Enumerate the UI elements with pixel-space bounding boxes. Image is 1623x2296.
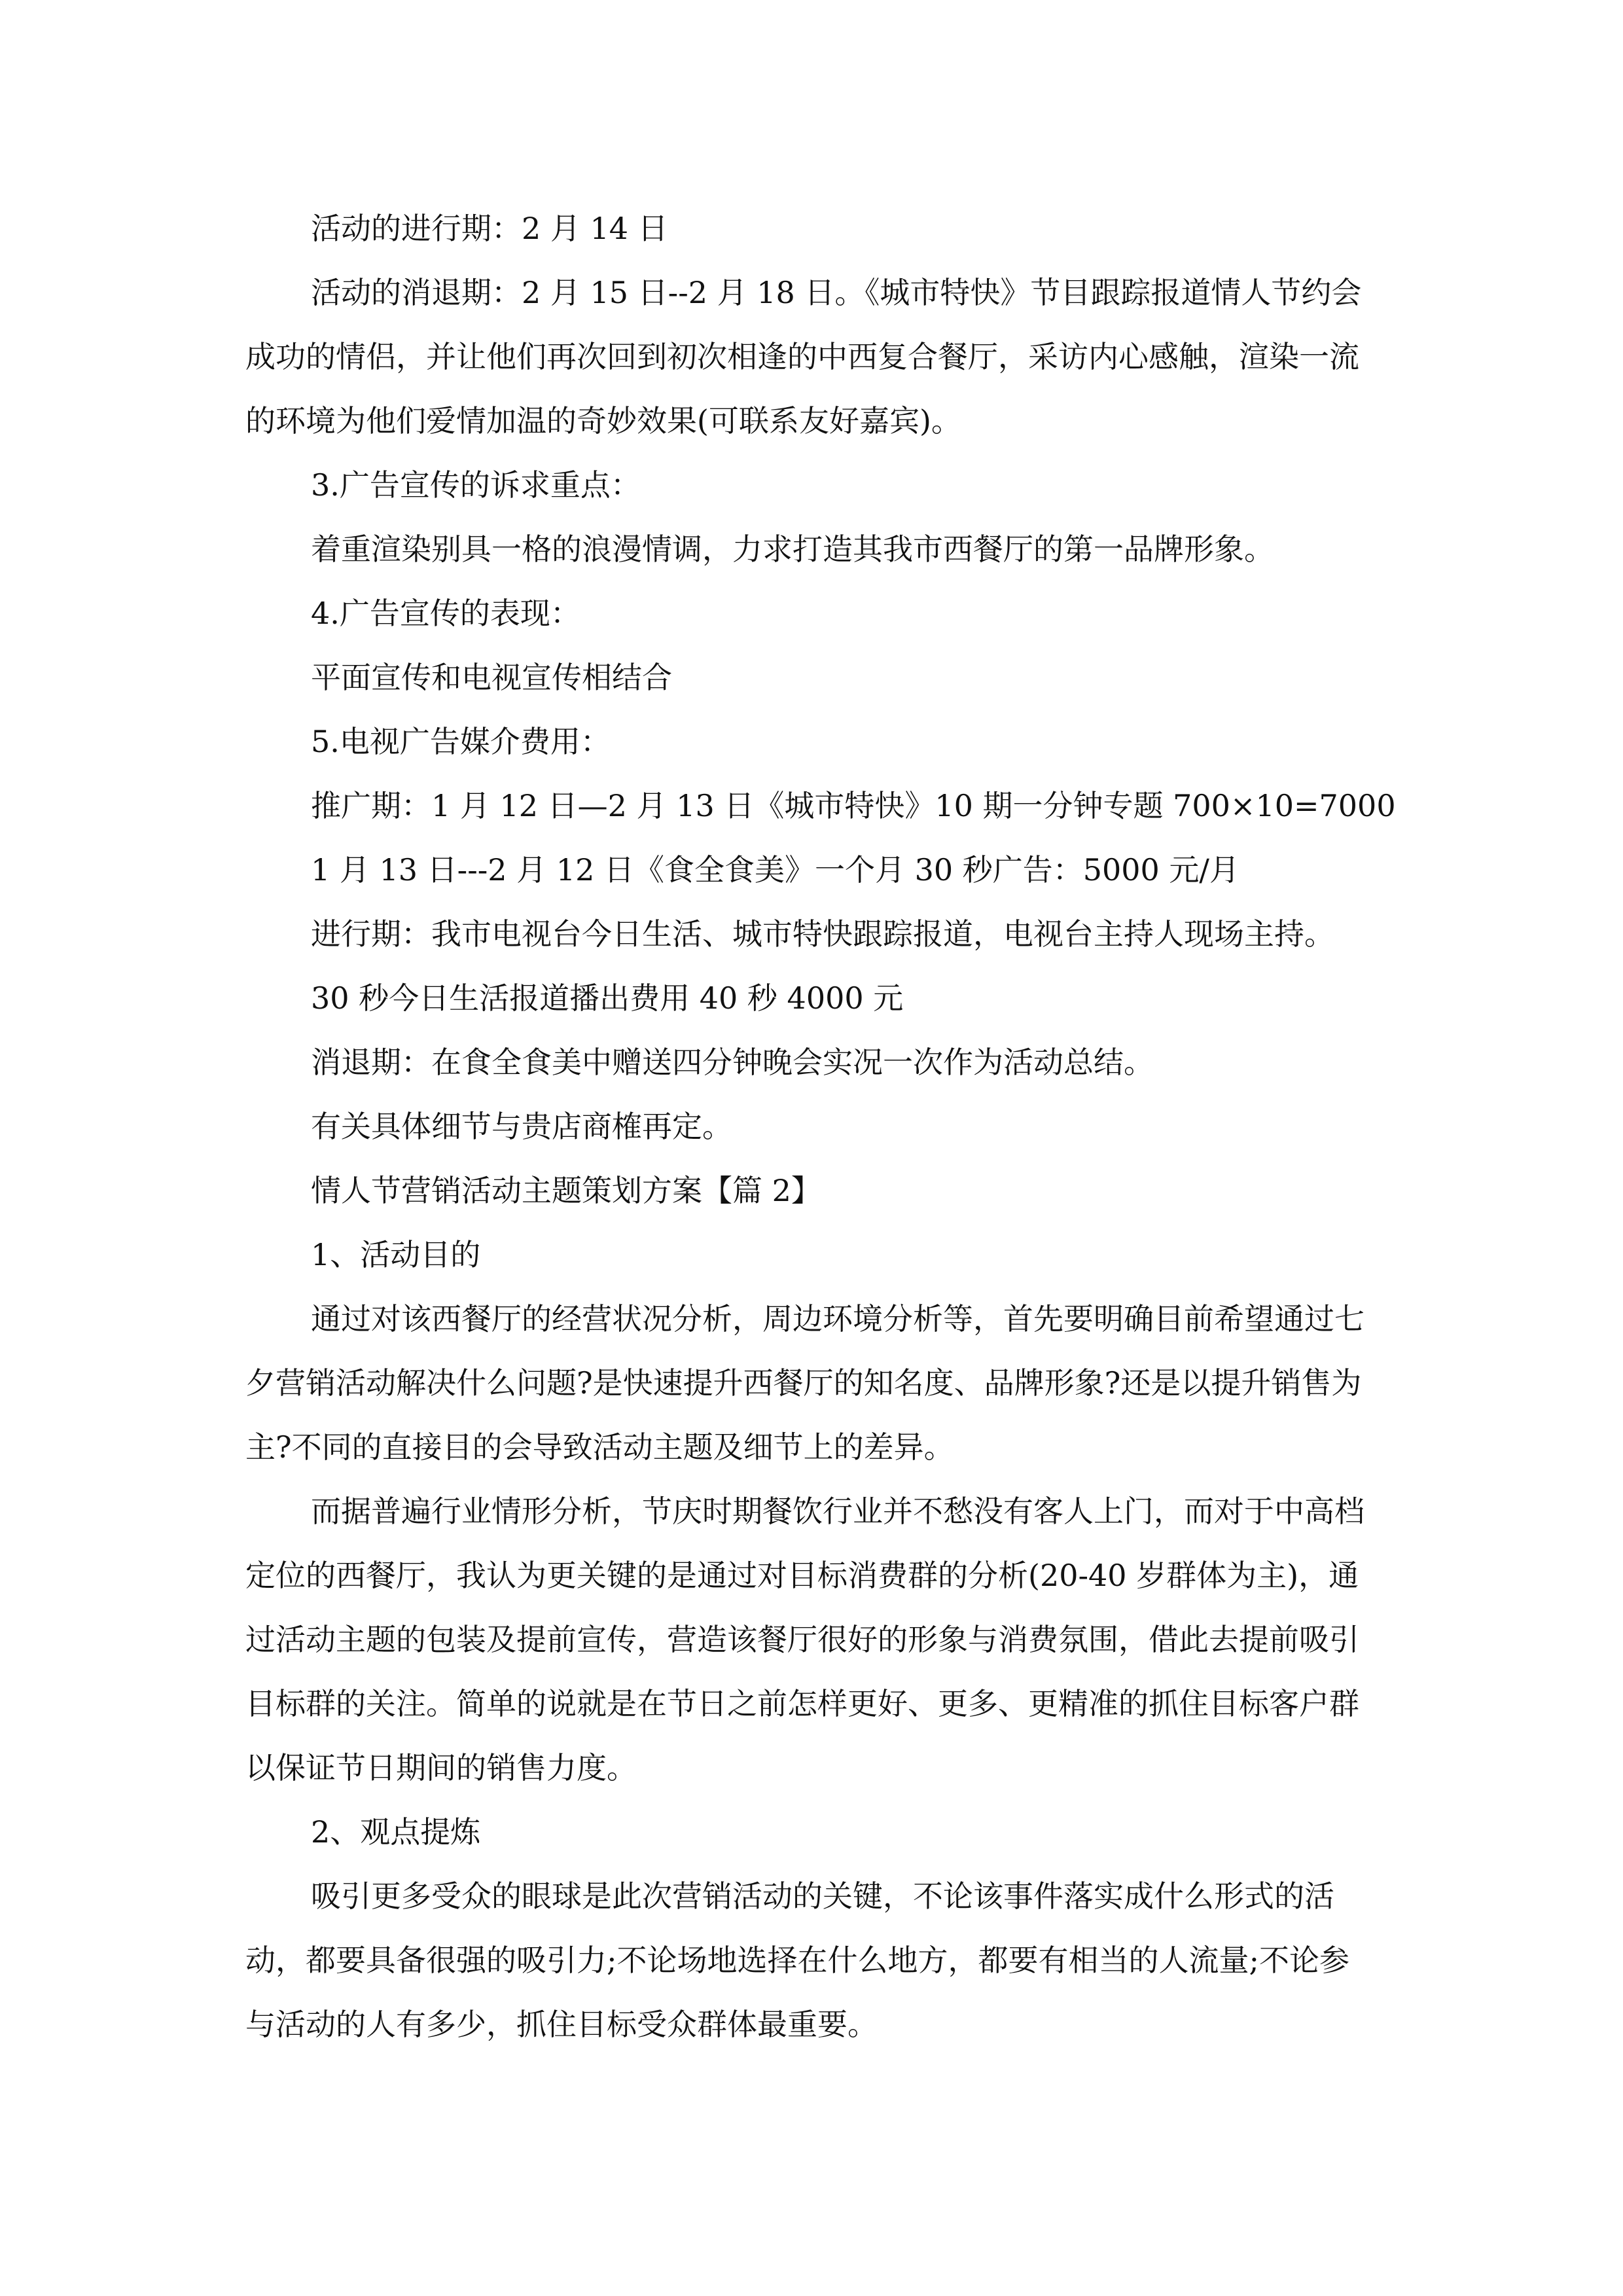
- paragraph: 活动的消退期：2 月 15 日--2 月 18 日。《城市特快》节目跟踪报道情人节约会成功的情侣，并让他们再次回到初次相逢的中西复合餐厅，采访内心感触，渲染一流的环境为他们爱情加温的奇妙效果(可联系友好嘉宾)。: [245, 275, 1362, 439]
- paragraph: 吸引更多受众的眼球是此次营销活动的关键，不论该事件落实成什么形式的活动，都要具备很强的吸引力;不论场地选择在什么地方，都要有相当的人流量;不论参与活动的人有多少，抓住目标受众群体最重要。: [245, 1878, 1349, 2042]
- document-body: [245, 196, 1396, 2056]
- article-title: 情人节营销活动主题策划方案【篇 2】: [311, 1173, 821, 1208]
- paragraph: 活动的进行期：2 月 14 日: [311, 211, 668, 246]
- paragraph: 着重渲染别具一格的浪漫情调，力求打造其我市西餐厅的第一品牌形象。: [311, 531, 1274, 567]
- paragraph: 进行期：我市电视台今日生活、城市特快跟踪报道，电视台主持人现场主持。: [311, 916, 1334, 952]
- section-heading: 5.电视广告媒介费用：: [311, 724, 611, 759]
- paragraph: 推广期：1 月 12 日—2 月 13 日《城市特快》10 期一分钟专题 700×10=7000: [311, 788, 1396, 823]
- section-heading: 2、观点提炼: [311, 1814, 481, 1850]
- section-heading: 4.广告宣传的表现：: [311, 596, 580, 631]
- paragraph: 30 秒今日生活报道播出费用 40 秒 4000 元: [311, 980, 904, 1016]
- paragraph: 平面宣传和电视宣传相结合: [311, 660, 672, 695]
- paragraph: 而据普遍行业情形分析，节庆时期餐饮行业并不愁没有客人上门，而对于中高档定位的西餐厅，我认为更关键的是通过对目标消费群的分析(20-40 岁群体为主)，通过活动主题的包装及提前宣传，营造该餐厅很好的形象与消费氛围，借此去提前吸引目标群的关注。简单的说就是在节日之前怎样更好、更多、更精准的抓住目标客户群以保证节日期间的销售力度。: [245, 1494, 1364, 1785]
- section-heading: 1、活动目的: [311, 1237, 481, 1272]
- paragraph: 有关具体细节与贵店商榷再定。: [311, 1109, 732, 1144]
- section-heading: 3.广告宣传的诉求重点：: [311, 467, 641, 503]
- paragraph: 1 月 13 日---2 月 12 日《食全食美》一个月 30 秒广告：5000 元/月: [311, 852, 1240, 888]
- paragraph: 消退期：在食全食美中赠送四分钟晚会实况一次作为活动总结。: [311, 1045, 1154, 1080]
- paragraph: 通过对该西餐厅的经营状况分析，周边环境分析等，首先要明确目前希望通过七夕营销活动解决什么问题?是快速提升西餐厅的知名度、品牌形象?还是以提升销售为主?不同的直接目的会导致活动主题及细节上的差异。: [245, 1301, 1364, 1465]
